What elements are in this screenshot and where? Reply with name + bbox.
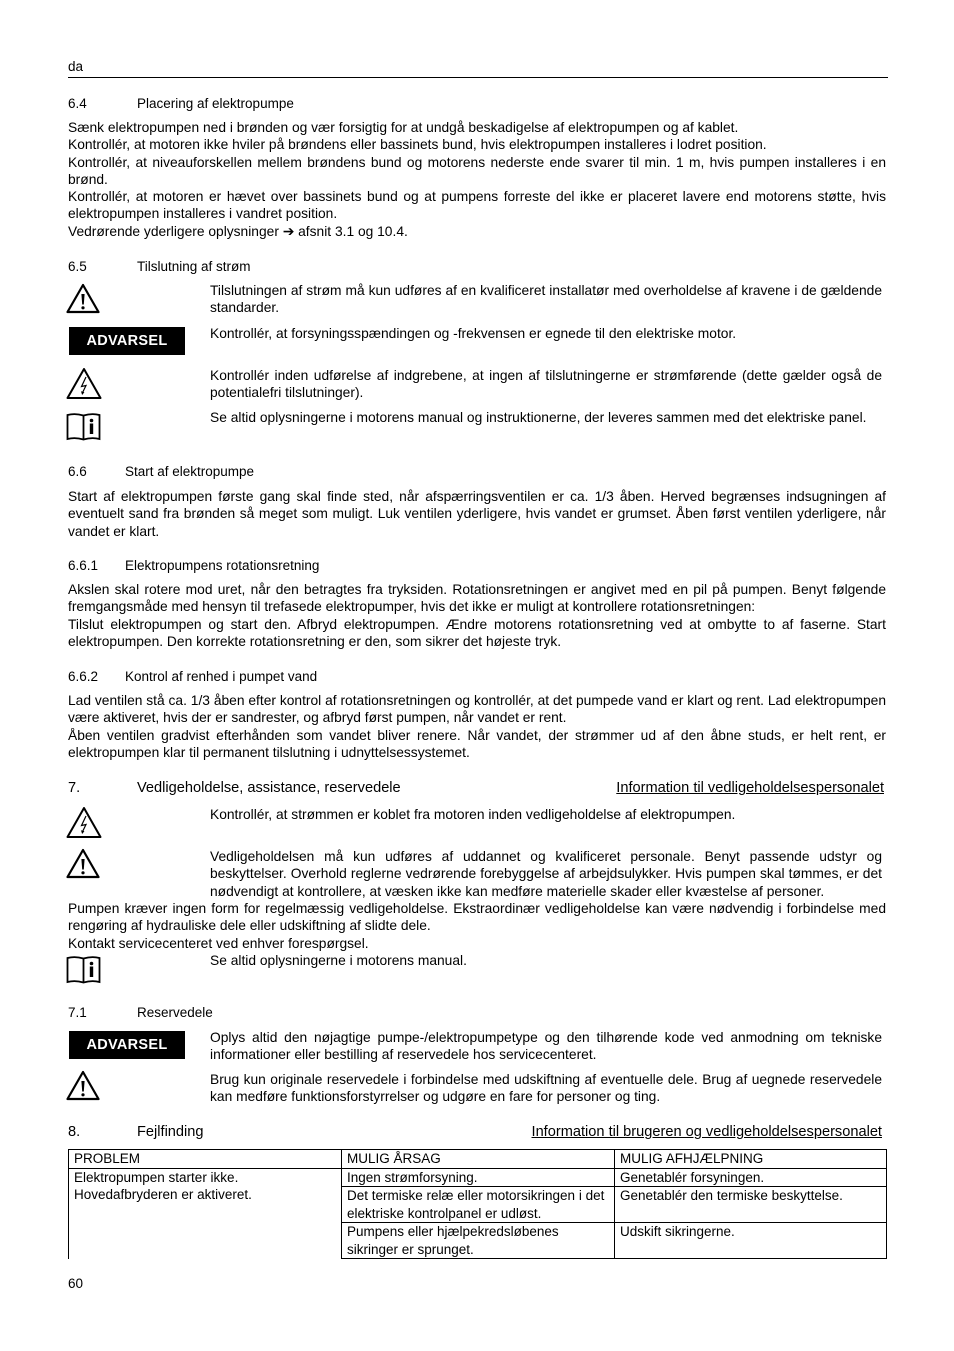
notice-text: Tilslutningen af strøm må kun udføres af en kvalificeret installatør med overholdelse af kravene i de gældende standarder. <box>210 283 882 316</box>
notice-text: Oplys altid den nøjagtige pumpe-/elektropumpetype og den tilhørende kode ved anmodning om tekniske informationer eller bestilling af reservedele hos servicecenteret. <box>210 1030 882 1063</box>
body-paragraph: Åben ventilen gradvist efterhånden som vandet bliver renere. Når vandet, der strømmer ud af den åbne studs, er helt rent, er elektropumpen klar til permanent tilslutning i udnyttelsessystemet. <box>68 727 886 760</box>
section-number: 6.6.1 <box>68 558 99 573</box>
table-header-row <box>69 1150 887 1169</box>
header-rule <box>68 77 888 78</box>
section-body <box>68 488 886 540</box>
section-number: 7.1 <box>68 1005 87 1020</box>
section-number: 6.6.2 <box>68 669 99 684</box>
section-body <box>68 581 886 650</box>
problem-line: Elektropumpen starter ikke. <box>74 1170 239 1185</box>
section-title: Tilslutning af strøm <box>137 259 251 274</box>
section-number: 8. <box>68 1124 81 1140</box>
manual-info-icon <box>66 411 101 441</box>
section-title: Start af elektropumpe <box>125 464 255 479</box>
cause-cell: Pumpens eller hjælpekredsløbenes sikringer er sprunget. <box>342 1223 615 1259</box>
body-paragraph: Akslen skal rotere mod uret, når den betragtes fra tryksiden. Rotationsretningen er angivet med en pil på pumpen. Benyt følgende fremgangsmåde med hensyn til trefasede elektropumper, hvis det ikke er muligt at kontrollere rotationsretningen: <box>68 582 886 615</box>
audience-note: Information til vedligeholdelsespersonalet <box>616 780 884 796</box>
manual-info-icon <box>66 954 101 984</box>
notice-text: Kontrollér, at forsyningsspændingen og -frekvensen er egnede til den elektriske motor. <box>210 326 737 341</box>
section-title: Reservedele <box>137 1005 213 1020</box>
advarsel-label: ADVARSEL <box>69 327 185 355</box>
body-paragraph: Kontrollér, at niveauforskellen mellem brøndens bund og motorens nederste ende svarer til min. 1 m, hvis pumpen installeres i en brønd. <box>68 154 886 187</box>
advarsel-label: ADVARSEL <box>69 1031 185 1059</box>
body-paragraph: Kontakt servicecenteret ved enhver forespørgsel. <box>68 935 369 951</box>
notice-text: Kontrollér, at strømmen er koblet fra motoren inden vedligeholdelse af elektropumpen. <box>210 807 736 822</box>
electric-hazard-icon <box>66 806 102 839</box>
body-paragraph: Kontrollér, at motoren er hævet over bassinets bund og at pumpens forreste del ikke er placeret lavere end motorens støtte, hvis elektropumpen installeres i vandret position. <box>68 189 886 222</box>
section-body <box>68 119 886 240</box>
remedy-cell: Udskift sikringerne. <box>615 1223 887 1259</box>
column-header-problem: PROBLEM <box>69 1150 342 1169</box>
body-paragraph: Pumpen kræver ingen form for regelmæssig vedligeholdelse. Ekstraordinær vedligeholdelse kan være nødvendig i forbindelse med rengøring af hydrauliske dele eller udskiftning af slidte dele. <box>68 901 886 934</box>
section-title: Placering af elektropumpe <box>137 96 294 111</box>
section-title: Fejlfinding <box>137 1124 204 1140</box>
column-header-cause: MULIG ÅRSAG <box>342 1150 615 1169</box>
section-title: Vedligeholdelse, assistance, reservedele <box>137 780 401 796</box>
table-row <box>69 1169 887 1187</box>
troubleshooting-table <box>68 1149 887 1259</box>
section-number: 7. <box>68 780 81 796</box>
notice-text: Se altid oplysningerne i motorens manual. <box>210 953 467 968</box>
problem-line: Hovedafbryderen er aktiveret. <box>74 1187 252 1203</box>
language-code: da <box>68 59 84 74</box>
cause-cell: Det termiske relæ eller motorsikringen i det elektriske kontrolpanel er udløst. <box>342 1187 615 1223</box>
notice-text: Brug kun originale reservedele i forbindelse med udskiftning af eventuelle dele. Brug af uegnede reservedele kan medføre funktionsforstyrrelser og udgøre en fare for personer og ting. <box>210 1072 882 1105</box>
notice-text: Vedligeholdelsen må kun udføres af uddannet og kvalificeret personale. Benyt passende udstyr og beskyttelser. Overhold reglerne vedrørende forebyggelse af arbejdsulykker. Hvis pumpen skal tømmes, er det nødvendigt at kontrollere, at væsken ikke kan medføre materielle skader eller kvæstelse af personer. <box>210 849 882 899</box>
warning-icon <box>66 1070 100 1101</box>
section-title: Kontrol af renhed i pumpet vand <box>125 669 318 684</box>
notice-text: Kontrollér inden udførelse af indgrebene, at ingen af tilslutningerne er strømførende (dette gælder også de potentialefri tilslutninger). <box>210 368 882 401</box>
body-paragraph: Kontrollér, at motoren ikke hviler på brøndens eller bassinets bund, hvis elektropumpen installeres i lodret position. <box>68 137 767 153</box>
section-number: 6.6 <box>68 464 87 479</box>
body-paragraph: Vedrørende yderligere oplysninger ➔ afsnit 3.1 og 10.4. <box>68 223 408 239</box>
section-number: 6.4 <box>68 96 87 111</box>
body-paragraph: Start af elektropumpen første gang skal finde sted, når afspærringsventilen er ca. 1/3 åben. Herved begrænses indsugningen af eventuelt sand fra brønden så meget som muligt. Luk ventilen yderligere, hvis vandet er grumset. Åben først ventilen yderligere, når vandet er klart. <box>68 489 886 539</box>
body-paragraph: Lad ventilen stå ca. 1/3 åben efter kontrol af rotationsretningen og kontrollér, at det pumpede vand er klart og rent. Lad elektropumpen være aktiveret, hvis der er sandrester, og afbryd først pumpen, når vandet er rent. <box>68 693 886 726</box>
warning-icon <box>66 283 100 314</box>
warning-icon <box>66 848 100 879</box>
column-header-remedy: MULIG AFHJÆLPNING <box>615 1150 887 1169</box>
section-body <box>68 900 886 952</box>
cause-cell: Ingen strømforsyning. <box>342 1169 615 1187</box>
page-number: 60 <box>68 1276 84 1291</box>
section-title: Elektropumpens rotationsretning <box>125 558 320 573</box>
audience-note: Information til brugeren og vedligeholdelsespersonalet <box>531 1124 882 1140</box>
section-number: 6.5 <box>68 259 87 274</box>
problem-cell <box>69 1169 342 1259</box>
section-body <box>68 692 886 761</box>
notice-text: Se altid oplysningerne i motorens manual og instruktionerne, der leveres sammen med det elektriske panel. <box>210 410 867 425</box>
body-paragraph: Tilslut elektropumpen og start den. Afbryd elektropumpen. Ændre motorens rotationsretning ved at ombytte to af faserne. Start elektropumpen. Den korrekte rotationsretning er den, som sikrer det højeste tryk. <box>68 616 886 649</box>
remedy-cell: Genetablér forsyningen. <box>615 1169 887 1187</box>
body-paragraph: Sænk elektropumpen ned i brønden og vær forsigtig for at undgå beskadigelse af elektropumpen og af kablet. <box>68 120 739 135</box>
remedy-cell: Genetablér den termiske beskyttelse. <box>615 1187 887 1223</box>
electric-hazard-icon <box>66 367 102 400</box>
